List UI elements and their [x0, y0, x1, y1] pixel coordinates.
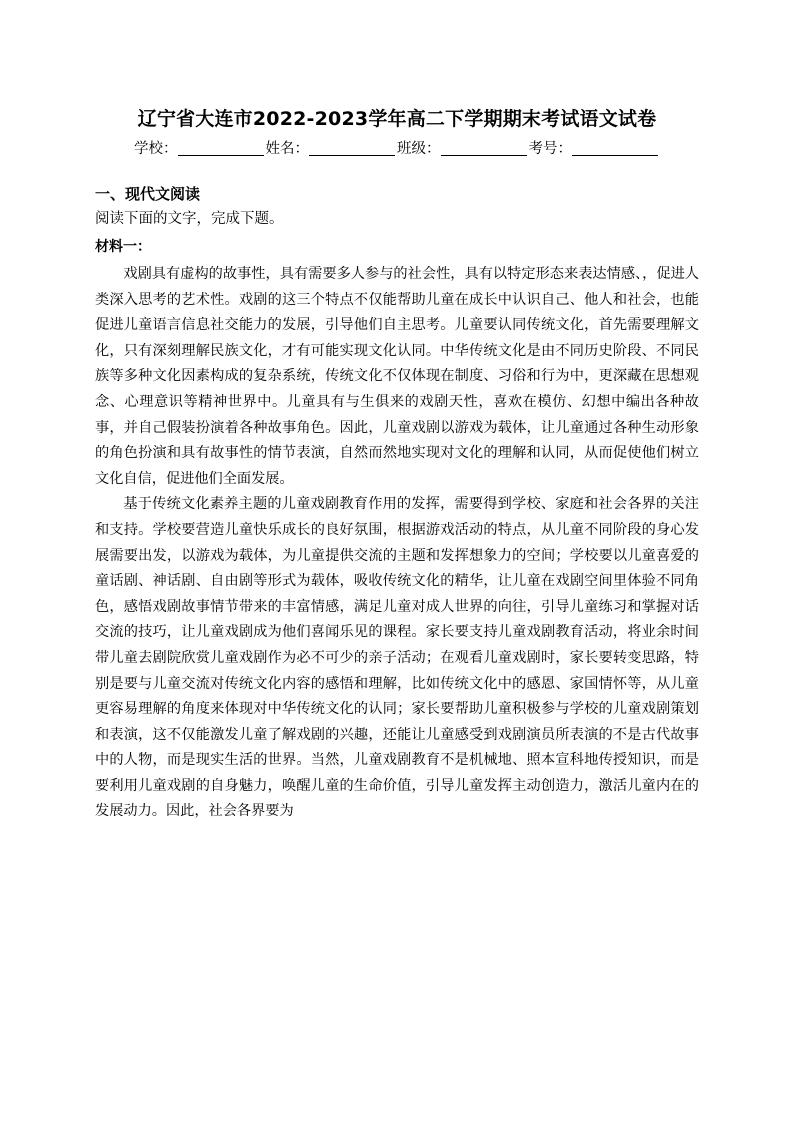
passage-paragraph-1: 戏剧具有虚构的故事性，具有需要多人参与的社会性，具有以特定形态来表达情感、，促进人类深入思考的艺术性。戏剧的这三个特点不仅能帮助儿童在成长中认识自己、他人和社会，也能促进儿童语言信息社交能力的发展，引导他们自主思考。儿童要认同传统文化，首先需要理解文化，只有深刻理解民族文化，才有可能实现文化认同。中华传统文化是由不同历史阶段、不同民族等多种文化因素构成的复杂系统，传统文化不仅体现在制度、习俗和行为中，更深藏在思想观念、心理意识等精神世界中。儿童具有与生俱来的戏剧天性，喜欢在模仿、幻想中编出各种故事，并自己假装扮演着各种故事角色。因此，儿童戏剧以游戏为载体，让儿童通过各种生动形象的角色扮演和具有故事性的情节表演，自然而然地实现对文化的理解和认同，从而促使他们树立文化自信，促进他们全面发展。	[95, 266, 699, 487]
name-blank	[309, 141, 395, 156]
exam-title: 辽宁省大连市2022-2023学年高二下学期期末考试语文试卷	[137, 108, 657, 130]
reading-passage	[95, 262, 699, 825]
class-blank	[441, 141, 527, 156]
passage-paragraph-2: 基于传统文化素养主题的儿童戏剧教育作用的发挥，需要得到学校、家庭和社会各界的关注和支持。学校要营造儿童快乐成长的良好氛围，根据游戏活动的特点，从儿童不同阶段的身心发展需要出发，以游戏为载体，为儿童提供交流的主题和发挥想象力的空间；学校要以儿童喜爱的童话剧、神话剧、自由剧等形式为载体，吸收传统文化的精华，让儿童在戏剧空间里体验不同角色，感悟戏剧故事情节带来的丰富情感，满足儿童对成人世界的向往，引导儿童练习和掌握对话交流的技巧，让儿童戏剧成为他们喜闻乐见的课程。家长要支持儿童戏剧教育活动，将业余时间带儿童去剧院欣赏儿童戏剧作为必不可少的亲子活动；在观看儿童戏剧时，家长要转变思路，特别是要与儿童交流对传统文化内容的感悟和理解，比如传统文化中的感恩、家国情怀等，从儿童更容易理解的角度来体现对中华传统文化的认同；家长要帮助儿童积极参与学校的儿童戏剧策划和表演，这不仅能激发儿童了解戏剧的兴趣，还能让儿童感受到戏剧演员所表演的不是古代故事中的人物，而是现实生活的世界。当然，儿童戏剧教育不是机械地、照本宣科地传授知识，而是要利用儿童戏剧的自身魅力，唤醒儿童的生命价值，引导儿童发挥主动创造力，激活儿童内在的发展动力。因此，社会各界要为	[95, 496, 699, 820]
class-label: 班级：	[397, 141, 441, 157]
exam-no-blank	[572, 141, 658, 156]
section-heading: 一、现代文阅读	[95, 185, 201, 203]
name-label: 姓名：	[265, 141, 309, 157]
material-label: 材料一：	[95, 239, 151, 255]
school-label: 学校：	[134, 141, 178, 157]
reading-instruction: 阅读下面的文字，完成下题。	[95, 211, 284, 227]
student-info-line	[0, 137, 794, 158]
exam-no-label: 考号：	[528, 141, 572, 157]
school-blank	[178, 141, 264, 156]
